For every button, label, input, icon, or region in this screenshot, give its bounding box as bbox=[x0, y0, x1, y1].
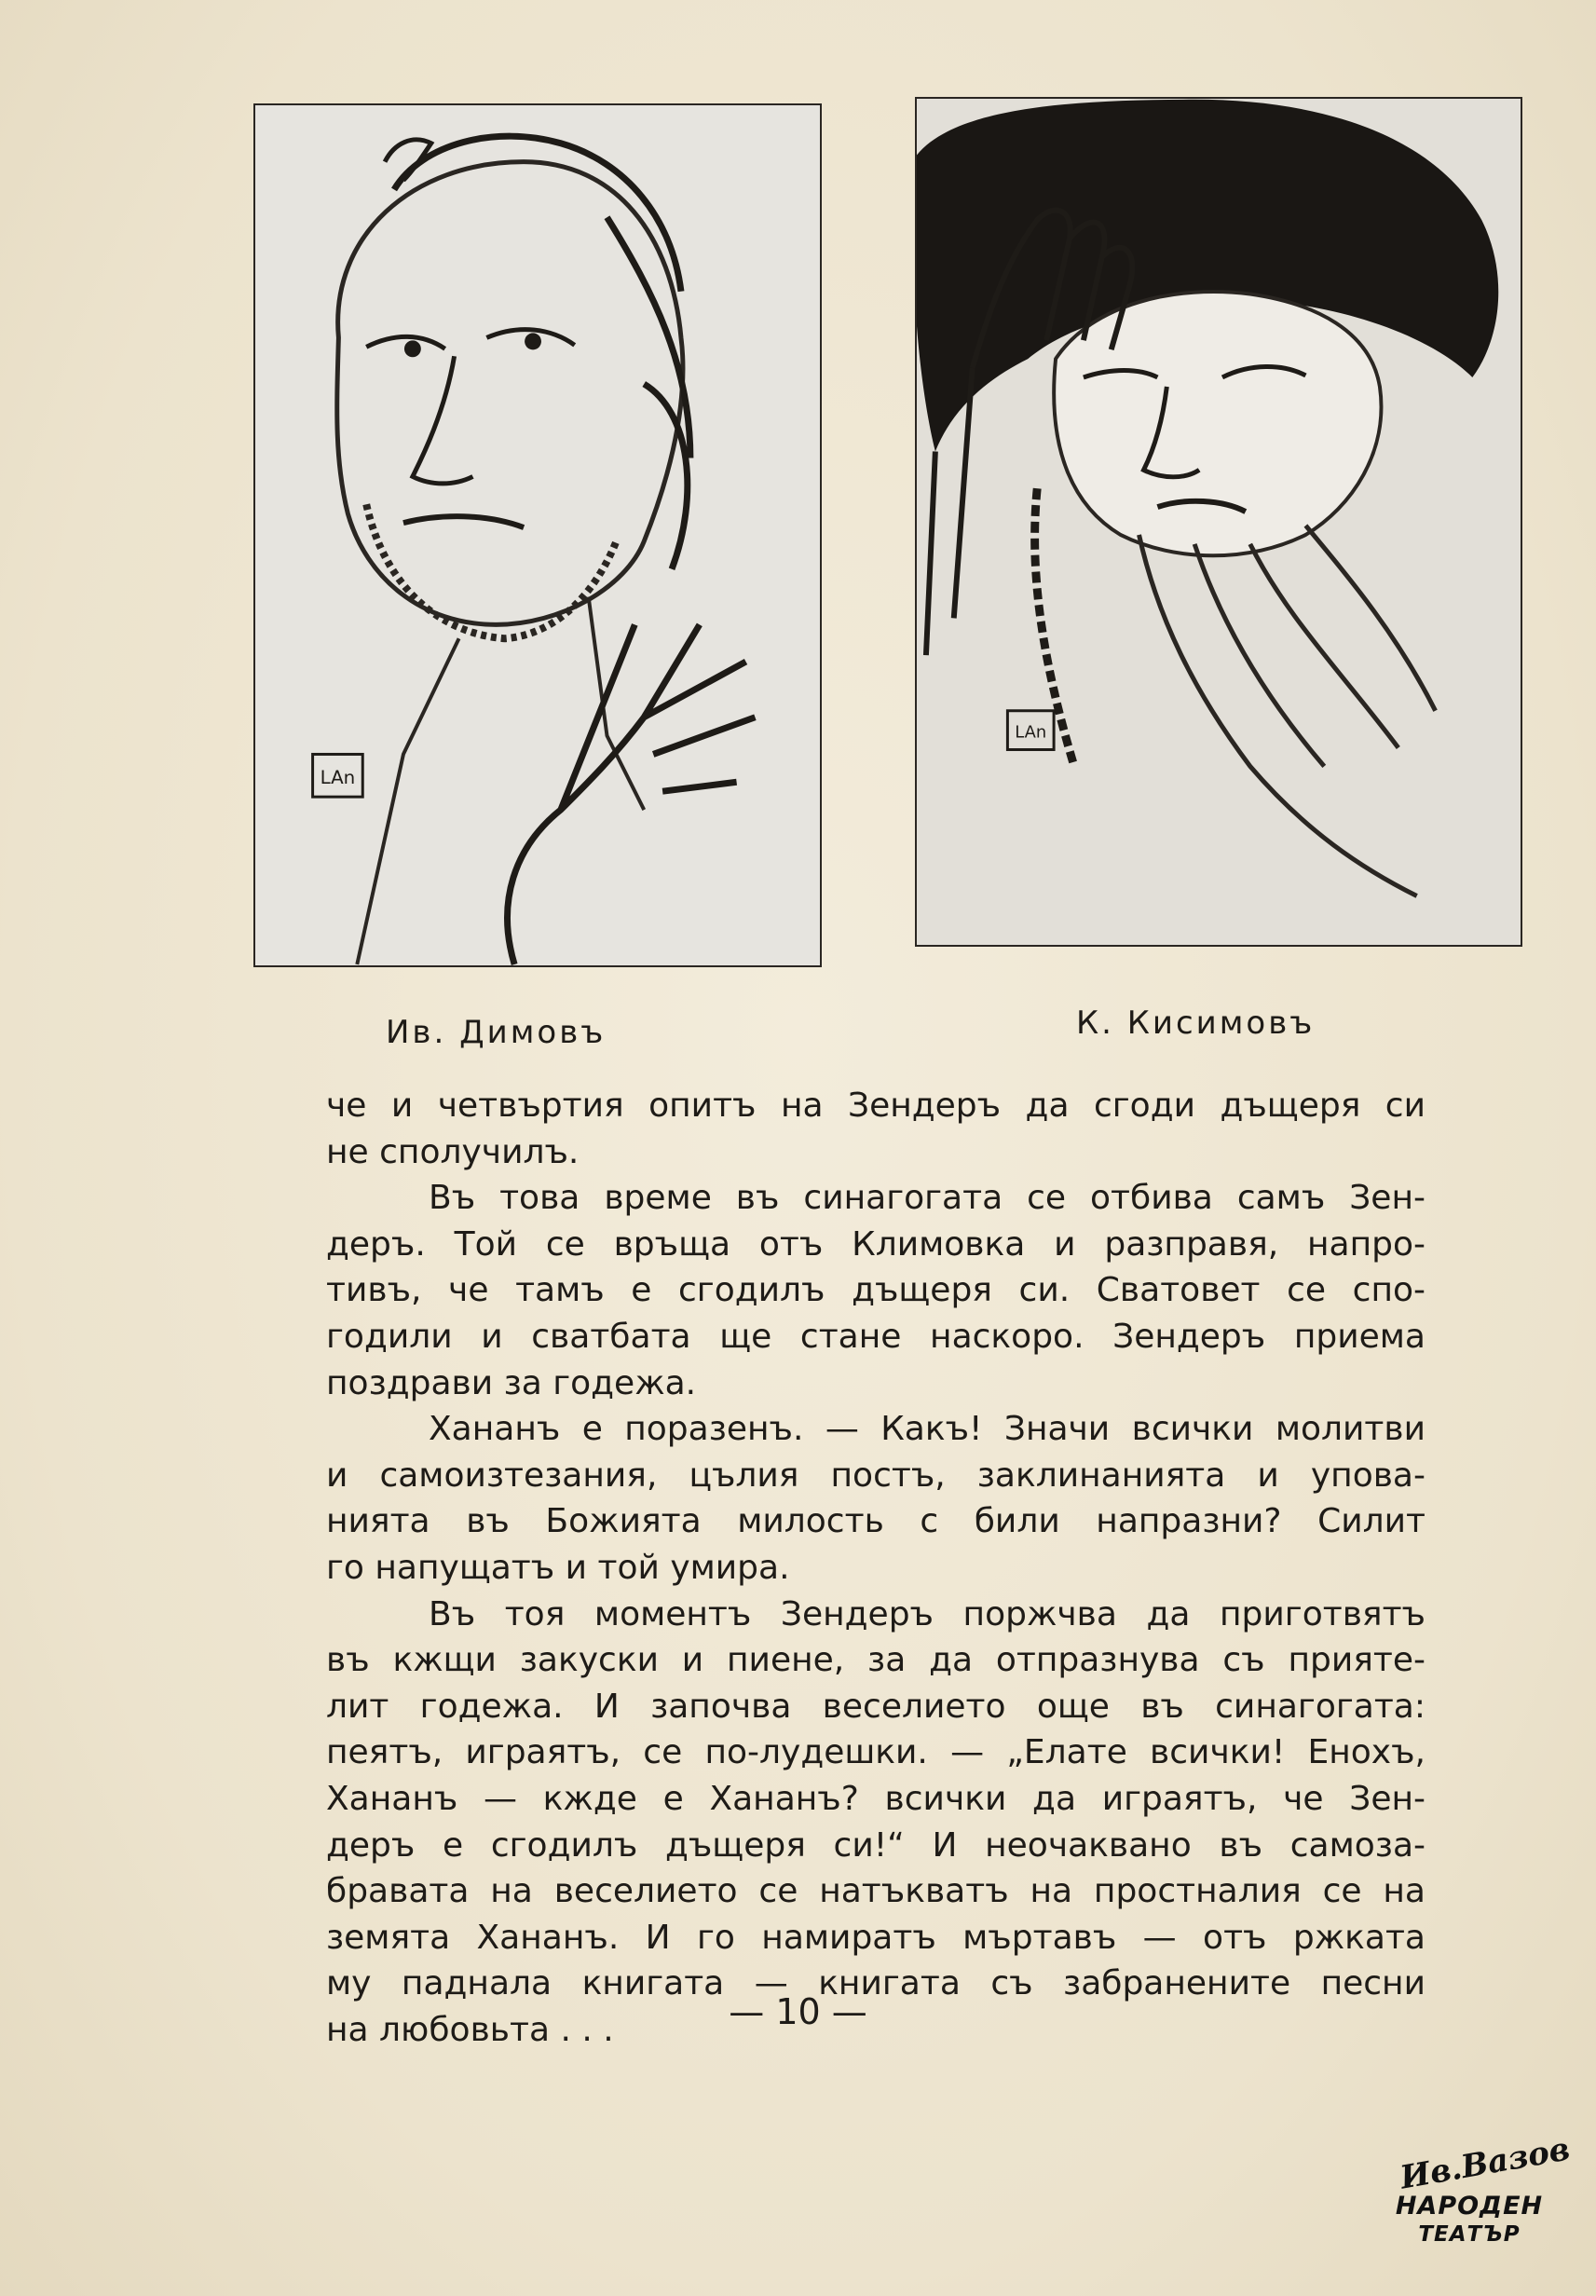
text-line: го напущатъ и той умира. bbox=[326, 1548, 790, 1587]
text-line: годили и сватбата ще стане наскоро. Зендеръ приема bbox=[326, 1317, 1425, 1356]
text-line: деръ. Той се връща отъ Климовка и разправя, напро- bbox=[326, 1224, 1425, 1264]
logo-line-1: НАРОДЕН bbox=[1395, 2192, 1544, 2221]
text-line: Хананъ — кжде е Хананъ? всички да играятъ, че Зен- bbox=[326, 1779, 1425, 1818]
text-line: лит годежа. И започва веселието още въ синагогата: bbox=[326, 1687, 1425, 1726]
text-line: въ кжщи закуски и пиене, за да отпразнува съ прияте- bbox=[326, 1641, 1425, 1680]
text-line: пеятъ, играятъ, се по-лудешки. — „Елате всички! Енохъ, bbox=[326, 1733, 1425, 1772]
text-line: поздрави за годежа. bbox=[326, 1363, 697, 1402]
text-line: че и четвъртия опитъ на Зендеръ да сгоди дъщеря си bbox=[326, 1086, 1425, 1125]
text-line: нията въ Божията милость с били напразни? Силит bbox=[326, 1502, 1425, 1541]
monogram-right: LAn bbox=[1015, 722, 1047, 743]
text-line: Хананъ е поразенъ. — Какъ! Значи всички молитви bbox=[429, 1410, 1425, 1449]
sketch-bearded-man-image bbox=[917, 99, 1521, 945]
text-line: не сполучилъ. bbox=[326, 1132, 580, 1171]
text-line: и самоизтезания, цълия постъ, заклинанията и упова- bbox=[326, 1456, 1425, 1495]
text-line: на любовьта . . . bbox=[326, 2010, 614, 2049]
logo-signature: Ив.Вазов bbox=[1397, 2130, 1573, 2197]
text-line: Въ това време въ синагогата се отбива самъ Зен- bbox=[429, 1179, 1425, 1218]
monogram-left: LAn bbox=[320, 767, 356, 789]
caption-left: Ив. Димовъ bbox=[386, 1014, 607, 1051]
portrait-drawing-right bbox=[915, 97, 1522, 947]
portrait-drawing-left bbox=[253, 103, 822, 967]
text-line: бравата на веселието се натъкватъ на простналия се на bbox=[326, 1872, 1425, 1911]
text-line: деръ е сгодилъ дъщеря си!“ И неочаквано въ самоза- bbox=[326, 1825, 1425, 1865]
body-paragraphs bbox=[326, 1083, 1425, 2053]
text-line: тивъ, че тамъ е сгодилъ дъщеря си. Сватовет се спо- bbox=[326, 1271, 1425, 1310]
theater-logo bbox=[1390, 2130, 1573, 2257]
caption-right: К. Кисимовъ bbox=[1076, 1004, 1316, 1042]
sketch-man-with-hand-image bbox=[255, 105, 820, 965]
text-line: земята Хананъ. И го намиратъ мъртавъ — отъ ржката bbox=[326, 1918, 1425, 1957]
page-number: — 10 — bbox=[729, 1991, 867, 2032]
logo-line-2: ТЕАТЪР bbox=[1418, 2222, 1521, 2247]
text-line: Въ тоя моментъ Зендеръ поржчва да приготвятъ bbox=[429, 1594, 1425, 1633]
text-line: му паднала книгата — книгата съ забранените песни bbox=[326, 1964, 1425, 2003]
